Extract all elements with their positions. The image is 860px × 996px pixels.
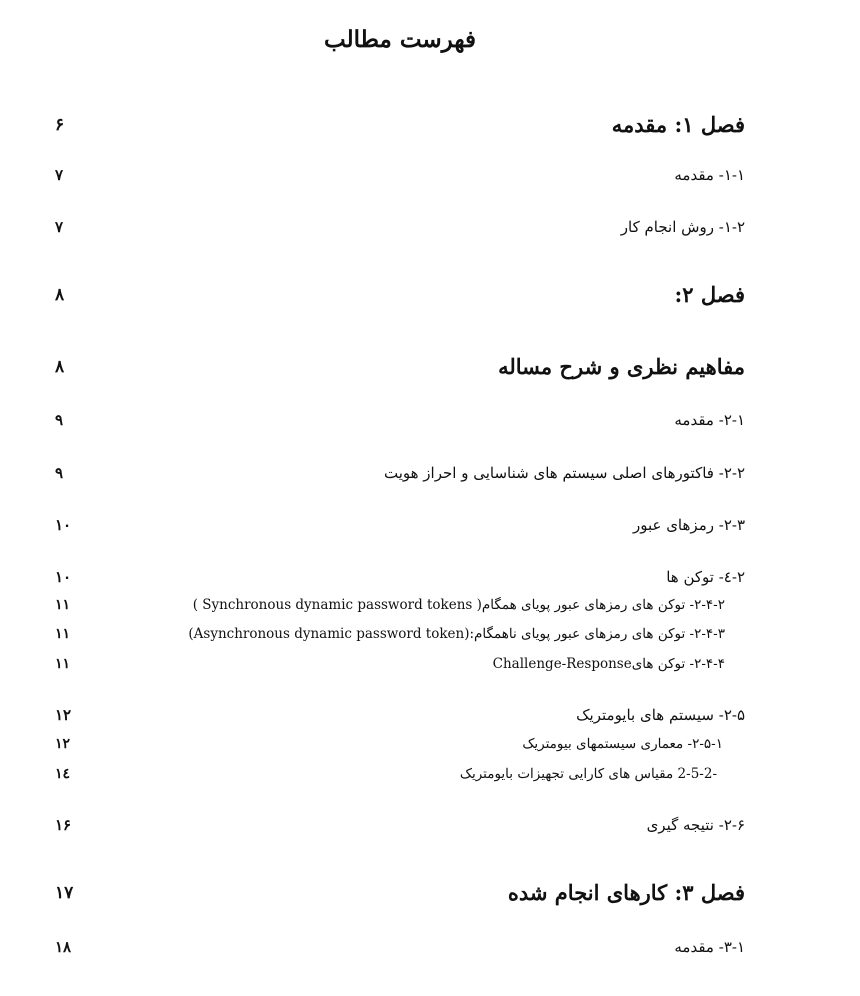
toc-entry-section[interactable] <box>55 411 745 429</box>
page-number: ۸ <box>55 356 65 377</box>
entry-title: ۲-۵- سیستم های بایومتریک <box>576 706 745 724</box>
page-number: ۱۰ <box>55 568 72 586</box>
entry-title: -2-5-2 مقیاس های کارایی تجهیزات بایومتریک <box>459 766 717 782</box>
entry-title: ۲-۴-۳- توکن های رمزهای عبور پویای ناهمگام:(Asynchronous dynamic password token) <box>188 626 725 642</box>
toc-entry-chapter-3[interactable] <box>55 880 745 905</box>
toc-entry-section[interactable] <box>55 516 745 534</box>
entry-title: ۳-۱- مقدمه <box>674 938 745 956</box>
page-number: ۱۱ <box>55 597 71 613</box>
page-number: ۹ <box>55 464 64 482</box>
toc-entry-subsection[interactable] <box>55 766 745 782</box>
entry-title: فصل ۲: <box>674 282 745 307</box>
toc-entry-chapter-1[interactable] <box>55 112 745 137</box>
page-number: ۱۲ <box>55 706 72 724</box>
toc-entry-subsection[interactable] <box>55 656 745 672</box>
page-number: ۱٤ <box>55 766 71 782</box>
entry-title: ۱-۲- روش انجام کار <box>620 218 745 236</box>
page-number: ۱۶ <box>55 816 72 834</box>
toc-entry-chapter-heading[interactable] <box>55 354 745 379</box>
toc-entry-subsection[interactable] <box>55 626 745 642</box>
entry-title: ۲-۱- مقدمه <box>674 411 745 429</box>
entry-title: ۲-۲- فاکتورهای اصلی سیستم های شناسایی و احراز هویت <box>383 464 745 482</box>
page-number: ۱۸ <box>55 938 72 956</box>
toc-entry-section[interactable] <box>55 568 745 586</box>
page-number: ۱۱ <box>55 656 71 672</box>
toc-entry-chapter-2[interactable] <box>55 282 745 307</box>
page-number: ۱۰ <box>55 516 72 534</box>
entry-title: ۲-۴-۲- توکن های رمزهای عبور پویای همگام( Synchronous dynamic password tokens ) <box>192 597 725 613</box>
toc-entry-subsection[interactable] <box>55 736 745 752</box>
page-number: ۱۲ <box>55 736 71 752</box>
entry-title: مفاهیم نظری و شرح مساله <box>498 354 745 379</box>
entry-title: فصل ۱: مقدمه <box>611 112 745 137</box>
toc-entry-section[interactable] <box>55 938 745 956</box>
entry-title: فصل ۳: کارهای انجام شده <box>507 880 745 905</box>
toc-entry-section[interactable] <box>55 816 745 834</box>
entry-title: ۱-۱- مقدمه <box>674 166 745 184</box>
entry-title: ۲-۶- نتیجه گیری <box>646 816 745 834</box>
entry-title: ۲-٤- توکن ها <box>666 568 745 586</box>
page-title: فهرست مطالب <box>324 26 476 53</box>
entry-title: ۲-۳- رمزهای عبور <box>632 516 745 534</box>
page-number: ۱۷ <box>55 882 74 903</box>
entry-title: ۲-۴-۴- توکن هایChallenge-Response <box>492 656 725 672</box>
page-number: ۸ <box>55 284 65 305</box>
page-number: ۶ <box>55 114 65 135</box>
toc-entry-section[interactable] <box>55 706 745 724</box>
toc-entry-section[interactable] <box>55 218 745 236</box>
toc-entry-section[interactable] <box>55 166 745 184</box>
page-number: ۱۱ <box>55 626 71 642</box>
page-number: ۷ <box>55 166 64 184</box>
toc-entry-subsection[interactable] <box>55 597 745 613</box>
entry-title: ۲-۵-۱- معماری سیستمهای بیومتریک <box>522 736 723 752</box>
page-number: ۹ <box>55 411 64 429</box>
toc-entry-section[interactable] <box>55 464 745 482</box>
page-number: ۷ <box>55 218 64 236</box>
